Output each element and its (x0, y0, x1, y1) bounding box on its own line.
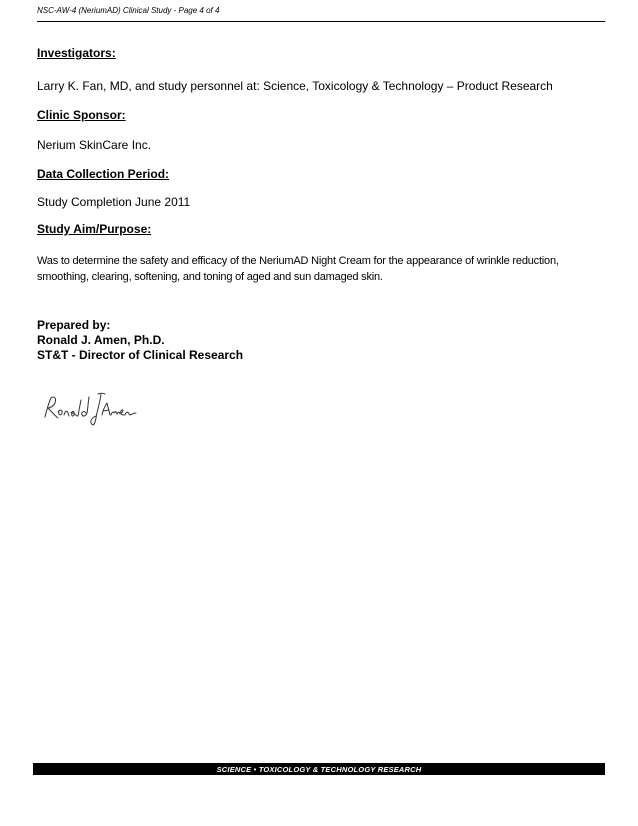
page-header: NSC-AW-4 (NeriumAD) Clinical Study - Page 4 of 4 (37, 6, 220, 15)
investigators-heading: Investigators: (37, 46, 116, 60)
investigators-text: Larry K. Fan, MD, and study personnel at: Science, Toxicology & Technology – Product Research (37, 79, 553, 93)
prepared-by-label: Prepared by: (37, 318, 111, 332)
signature-image (40, 385, 140, 435)
preparer-title: ST&T - Director of Clinical Research (37, 348, 244, 362)
preparer-name: Ronald J. Amen, Ph.D. (37, 333, 165, 347)
aim-text: Was to determine the safety and efficacy of the NeriumAD Night Cream for the appearance of wrinkle reduction, smoothing, clearing, softening, and toning of aged and sun damaged skin. (37, 255, 559, 283)
sponsor-heading: Clinic Sponsor: (37, 108, 126, 122)
period-text: Study Completion June 2011 (37, 195, 191, 209)
sponsor-text: Nerium SkinCare Inc. (37, 138, 152, 152)
header-divider (37, 21, 605, 22)
period-heading: Data Collection Period: (37, 167, 170, 181)
aim-heading: Study Aim/Purpose: (37, 222, 152, 236)
footer-bar (33, 763, 605, 775)
footer-text: SCIENCE • TOXICOLOGY & TECHNOLOGY RESEARCH (216, 764, 422, 774)
